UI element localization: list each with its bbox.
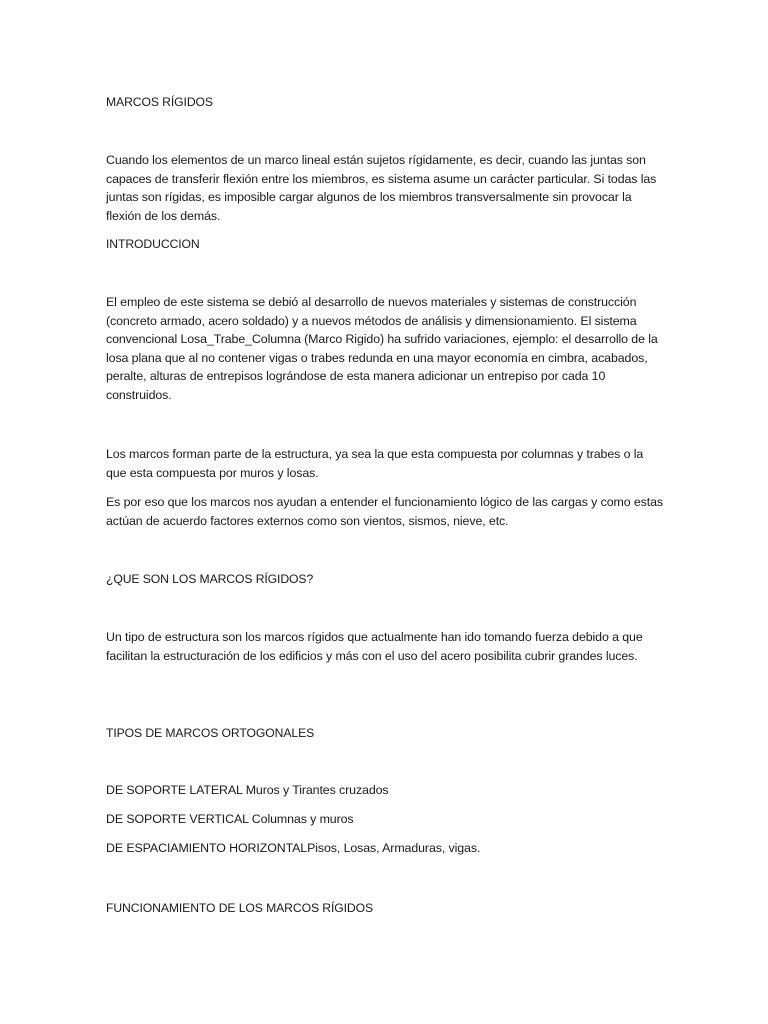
section-heading-introduccion: INTRODUCCION: [106, 237, 200, 251]
list-item-soporte-vertical: DE SOPORTE VERTICAL Columnas y muros: [106, 812, 354, 826]
section-heading-funcionamiento: FUNCIONAMIENTO DE LOS MARCOS RÍGIDOS: [106, 901, 374, 915]
list-item-soporte-lateral: DE SOPORTE LATERAL Muros y Tirantes cruzados: [106, 783, 389, 797]
paragraph-es-por-eso: Es por eso que los marcos nos ayudan a entender el funcionamiento lógico de las cargas y como estas actúan de acuerdo factores externos como son vientos, sismos, nieve, etc.: [106, 495, 663, 528]
paragraph-empleo: El empleo de este sistema se debió al desarrollo de nuevos materiales y sistemas de construcción (concreto armado, acero soldado) y a nuevos métodos de análisis y dimensionamiento. El sistema convencional Losa_Trabe_Columna (Marco Rigido) ha sufrido variaciones, ejemplo: el desarrollo de la losa plana que al no contener vigas o trabes redunda en una mayor economía en cimbra, acabados, peralte, alturas de entrepisos lográndose de esta manera adicionar un entrepiso por cada 10 construidos.: [106, 295, 658, 402]
section-heading-tipos: TIPOS DE MARCOS ORTOGONALES: [106, 726, 315, 740]
paragraph-tipo-estructura: Un tipo de estructura son los marcos rígidos que actualmente han ido tomando fuerza debido a que facilitan la estructuración de los edificios y más con el uso del acero posibilita cubrir grandes luces.: [106, 630, 643, 663]
document-title: MARCOS RÍGIDOS: [106, 95, 213, 109]
list-item-espaciamiento-horizontal: DE ESPACIAMIENTO HORIZONTALPisos, Losas, Armaduras, vigas.: [106, 841, 481, 855]
intro-paragraph: Cuando los elementos de un marco lineal están sujetos rígidamente, es decir, cuando las juntas son capaces de transferir flexión entre los miembros, es sistema asume un carácter particular. Si todas las juntas son rígidas, es imposible cargar algunos de los miembros transversalmente sin provocar la flexión de los demás.: [106, 153, 657, 223]
paragraph-marcos-forman: Los marcos forman parte de la estructura, ya sea la que esta compuesta por columnas y trabes o la que esta compuesta por muros y losas.: [106, 447, 644, 480]
section-heading-que-son: ¿QUE SON LOS MARCOS RÍGIDOS?: [106, 572, 314, 586]
